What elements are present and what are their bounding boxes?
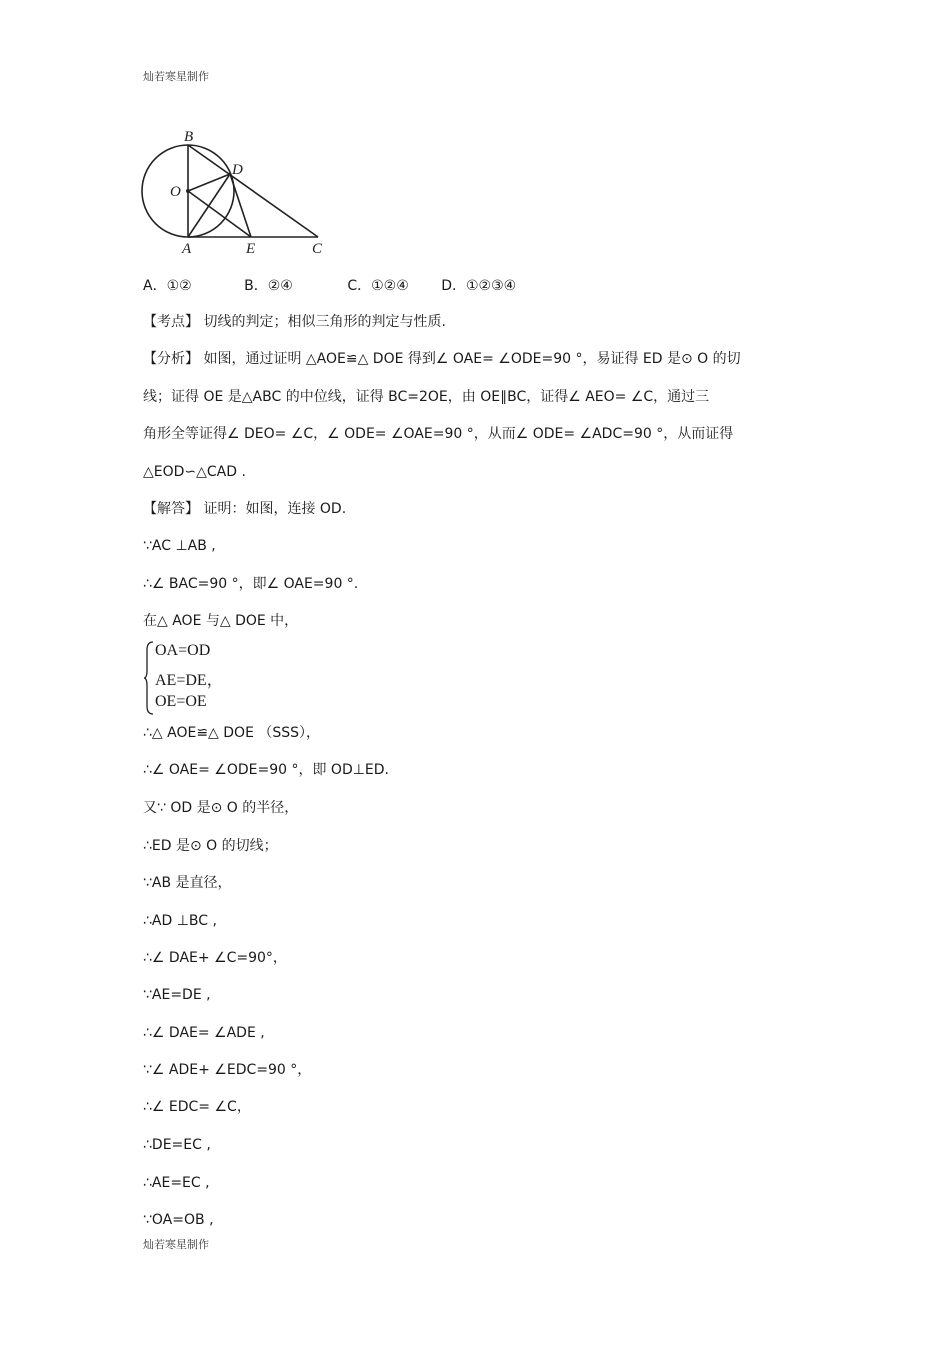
equation-2: AE=DE， <box>155 672 223 689</box>
label-a: A <box>182 241 192 257</box>
step-7: ∴ED 是⊙ O 的切线； <box>143 838 278 854</box>
equation-3: OE=OE <box>155 693 207 710</box>
page-footer: 灿若寒星制作 <box>143 1238 209 1251</box>
equation-1: OA=OD <box>155 642 211 659</box>
fenxi-line-2: 线；证得 OE 是△ABC 的中位线，证得 BC=2OE，由 OE∥BC，证得∠ AEO= ∠C，通过三 <box>143 389 710 405</box>
step-3: 在△ AOE 与△ DOE 中， <box>143 613 299 629</box>
equation-system <box>143 640 223 716</box>
step-13: ∵∠ ADE+ ∠EDC=90 °， <box>143 1062 312 1078</box>
jieda-line: 【解答】 证明：如图，连接 OD. <box>143 501 347 517</box>
step-16: ∴AE=EC , <box>143 1175 210 1191</box>
kaodian-line: 【考点】 切线的判定；相似三角形的判定与性质. <box>143 314 446 330</box>
option-d: D．①②③④ <box>441 278 517 294</box>
step-5: ∴∠ OAE= ∠ODE=90 °，即 OD⊥ED. <box>143 762 389 778</box>
fenxi-line-4: △EOD∽△CAD . <box>143 464 246 480</box>
fenxi-line-3: 角形全等证得∠ DEO= ∠C，∠ ODE= ∠OAE=90 °，从而∠ ODE= ∠ADC=90 °，从而证得 <box>143 426 734 442</box>
label-d: D <box>232 162 243 178</box>
label-b: B <box>184 129 194 145</box>
fenxi-line-1: 【分析】 如图，通过证明 △AOE≌△ DOE 得到∠ OAE= ∠ODE=90 °，易证得 ED 是⊙ O 的切 <box>143 351 741 367</box>
step-15: ∴DE=EC , <box>143 1137 211 1153</box>
option-c: C．①②④ <box>347 278 409 294</box>
step-17: ∵OA=OB , <box>143 1212 214 1228</box>
label-c: C <box>312 241 323 257</box>
center-dot <box>186 189 190 193</box>
option-a: A．①② <box>143 278 192 294</box>
step-6: 又∵ OD 是⊙ O 的半径， <box>143 800 299 816</box>
option-b: B．②④ <box>244 278 293 294</box>
segment-bc <box>188 145 318 237</box>
label-o: O <box>170 184 181 200</box>
step-8: ∵AB 是直径， <box>143 875 232 891</box>
geometry-figure <box>140 126 340 258</box>
step-11: ∵AE=DE , <box>143 987 211 1003</box>
step-10: ∴∠ DAE+ ∠C=90°， <box>143 950 287 966</box>
step-4: ∴△ AOE≌△ DOE （SSS）， <box>143 725 321 741</box>
step-1: ∵AC ⊥AB , <box>143 538 216 554</box>
step-2: ∴∠ BAC=90 °，即∠ OAE=90 °. <box>143 576 359 592</box>
answer-options <box>143 276 516 296</box>
step-9: ∴AD ⊥BC , <box>143 913 217 929</box>
label-e: E <box>246 241 256 257</box>
segment-oe <box>188 191 251 237</box>
step-14: ∴∠ EDC= ∠C， <box>143 1099 251 1115</box>
left-brace <box>143 640 155 716</box>
segment-de <box>230 174 251 237</box>
step-12: ∴∠ DAE= ∠ADE , <box>143 1025 265 1041</box>
page-header: 灿若寒星制作 <box>143 70 209 83</box>
